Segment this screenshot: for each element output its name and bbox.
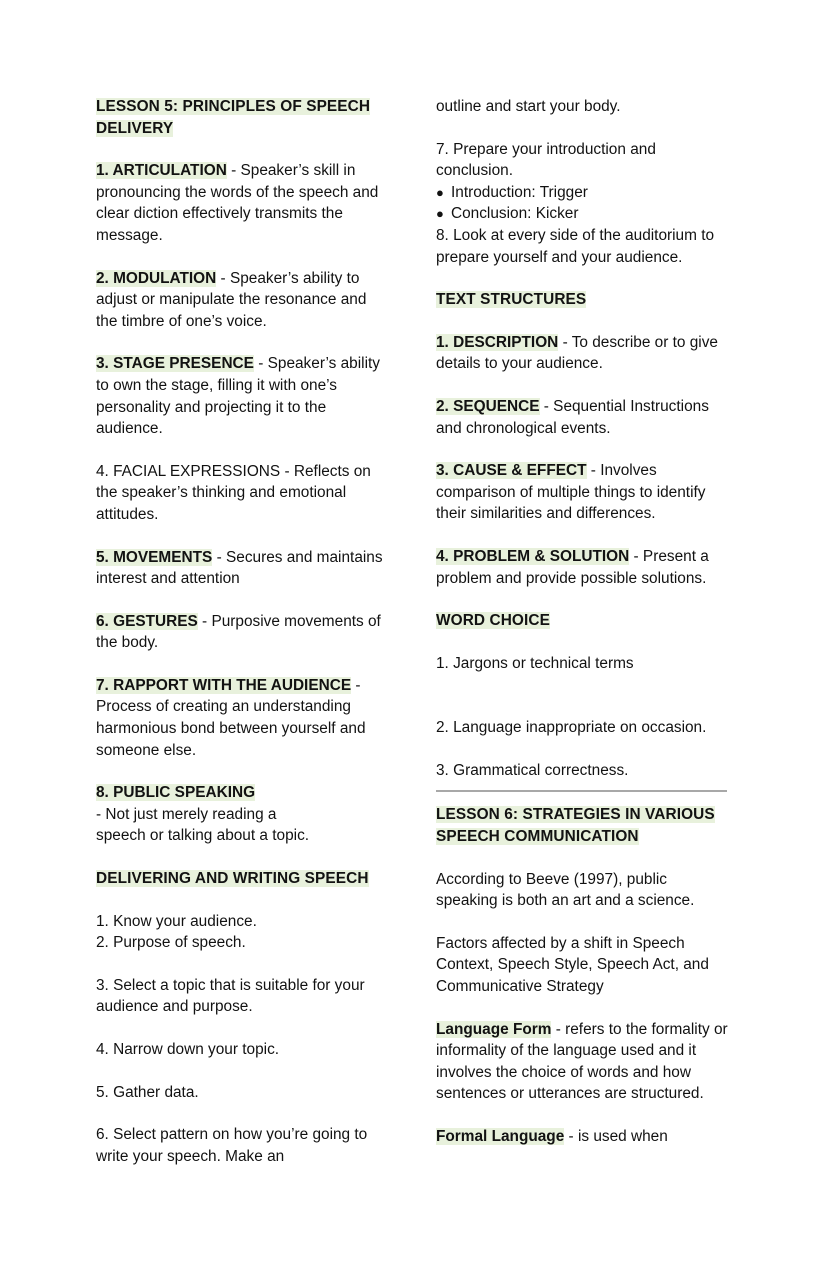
lesson-5-heading-line2: DELIVERY bbox=[96, 119, 174, 137]
principle-term: 1. ARTICULATION bbox=[96, 162, 227, 180]
principle-item bbox=[96, 160, 389, 246]
step-7-line2: conclusion. bbox=[436, 162, 513, 180]
lesson-5-heading bbox=[96, 96, 389, 139]
word-choice-item: 3. Grammatical correctness. bbox=[436, 761, 629, 779]
list-item-label: Introduction: Trigger bbox=[451, 183, 588, 201]
lesson-6-heading-line2: SPEECH COMMUNICATION bbox=[436, 828, 639, 846]
principle-body: - Secures and maintains interest and attention bbox=[96, 548, 383, 588]
principle-item bbox=[96, 268, 389, 333]
principle-item bbox=[96, 353, 389, 439]
text-structures-heading: TEXT STRUCTURES bbox=[436, 291, 587, 309]
delivering-step: 1. Know your audience. bbox=[96, 912, 257, 930]
text-structure-item bbox=[436, 396, 729, 439]
principle-body: - Purposive movements of the body. bbox=[96, 612, 381, 652]
text-structure-body: - Sequential Instructions and chronological events. bbox=[436, 397, 709, 437]
public-speaking-line2: speech or talking about a topic. bbox=[96, 827, 310, 845]
principle-term: 2. MODULATION bbox=[96, 269, 217, 287]
delivering-step: 2. Purpose of speech. bbox=[96, 934, 246, 952]
two-column-layout bbox=[96, 96, 732, 1188]
principle-item bbox=[96, 547, 389, 590]
formal-language-body: - is used when bbox=[564, 1128, 668, 1145]
principle-term: 3. STAGE PRESENCE bbox=[96, 355, 254, 373]
text-structure-item bbox=[436, 460, 729, 525]
word-choice-item: 2. Language inappropriate on occasion. bbox=[436, 719, 707, 737]
text-structure-item bbox=[436, 546, 729, 589]
principle-term: 6. GESTURES bbox=[96, 612, 198, 630]
principle-body: - Speaker’s skill in pronouncing the words of the speech and clear diction effectively transmits the message. bbox=[96, 162, 379, 244]
principle-body: - Process of creating an understanding harmonious bond between yourself and someone else. bbox=[96, 676, 366, 759]
text-structure-term: 1. DESCRIPTION bbox=[436, 333, 559, 351]
lesson-6-heading bbox=[436, 804, 729, 847]
text-structure-term: 4. PROBLEM & SOLUTION bbox=[436, 547, 630, 565]
beeve-citation-note: According to Beeve (1997), public speaking is both an art and a science. bbox=[436, 870, 695, 910]
language-form-term: Language Form bbox=[436, 1020, 552, 1038]
step-8-item: 8. Look at every side of the auditorium to prepare yourself and your audience. bbox=[436, 226, 715, 266]
section-divider bbox=[436, 790, 727, 792]
text-structure-item bbox=[436, 332, 729, 375]
right-column bbox=[436, 96, 729, 1169]
bullet-dot-icon: ● bbox=[436, 206, 444, 222]
list-item-label: Conclusion: Kicker bbox=[451, 205, 579, 223]
factors-note: Factors affected by a shift in Speech Context, Speech Style, Speech Act, and Communicative Strategy bbox=[436, 934, 709, 996]
principle-body: - Speaker’s ability to adjust or manipulate the resonance and the timbre of one’s voice. bbox=[96, 269, 367, 330]
principle-item bbox=[96, 461, 389, 526]
delivering-step: 3. Select a topic that is suitable for your audience and purpose. bbox=[96, 976, 365, 1016]
text-structure-body: - Present a problem and provide possible solutions. bbox=[436, 547, 709, 587]
step-7-item bbox=[436, 139, 729, 182]
delivering-step: 5. Gather data. bbox=[96, 1083, 199, 1101]
principle-body: - Reflects on the speaker’s thinking and emotional attitudes. bbox=[96, 462, 371, 523]
step-7-bullet-list bbox=[436, 182, 729, 225]
lesson-6-heading-line1: LESSON 6: STRATEGIES IN VARIOUS bbox=[436, 806, 715, 824]
language-form-item bbox=[436, 1019, 729, 1105]
word-choice-heading: WORD CHOICE bbox=[436, 612, 550, 630]
principle-item bbox=[96, 675, 389, 761]
bullet-dot-icon: ● bbox=[436, 184, 444, 200]
list-item bbox=[436, 203, 729, 225]
step-7-line1: 7. Prepare your introduction and bbox=[436, 140, 656, 158]
formal-language-term: Formal Language bbox=[436, 1128, 565, 1145]
word-choice-item: 1. Jargons or technical terms bbox=[436, 654, 634, 672]
delivering-step: 4. Narrow down your topic. bbox=[96, 1041, 280, 1058]
principle-body: - Speaker’s ability to own the stage, filling it with one’s personality and projecting it to the audience. bbox=[96, 355, 380, 438]
continuation-text: outline and start your body. bbox=[436, 98, 621, 115]
formal-language-item bbox=[436, 1126, 729, 1148]
public-speaking-term: 8. PUBLIC SPEAKING bbox=[96, 784, 256, 802]
public-speaking-item bbox=[96, 782, 389, 847]
text-structure-term: 3. CAUSE & EFFECT bbox=[436, 462, 587, 480]
principle-term: 4. FACIAL EXPRESSIONS bbox=[96, 462, 281, 480]
list-item bbox=[436, 182, 729, 204]
text-structure-term: 2. SEQUENCE bbox=[436, 397, 540, 415]
delivering-step: 6. Select pattern on how you’re going to write your speech. Make an bbox=[96, 1126, 368, 1165]
delivering-writing-speech-heading: DELIVERING AND WRITING SPEECH bbox=[96, 870, 369, 888]
public-speaking-line1: - Not just merely reading a bbox=[96, 805, 277, 823]
principle-item bbox=[96, 611, 389, 654]
lesson-5-heading-line1: LESSON 5: PRINCIPLES OF SPEECH bbox=[96, 98, 371, 115]
principle-term: 7. RAPPORT WITH THE AUDIENCE bbox=[96, 676, 352, 694]
text-structure-body: - Involves comparison of multiple things to identify their similarities and differences. bbox=[436, 462, 706, 523]
language-form-body: - refers to the formality or informality of the language used and it involves the choice of words and how sentences or utterances are structured. bbox=[436, 1020, 728, 1103]
text-structure-body: - To describe or to give details to your audience. bbox=[436, 333, 718, 373]
principle-term: 5. MOVEMENTS bbox=[96, 548, 213, 566]
left-column bbox=[96, 96, 389, 1188]
